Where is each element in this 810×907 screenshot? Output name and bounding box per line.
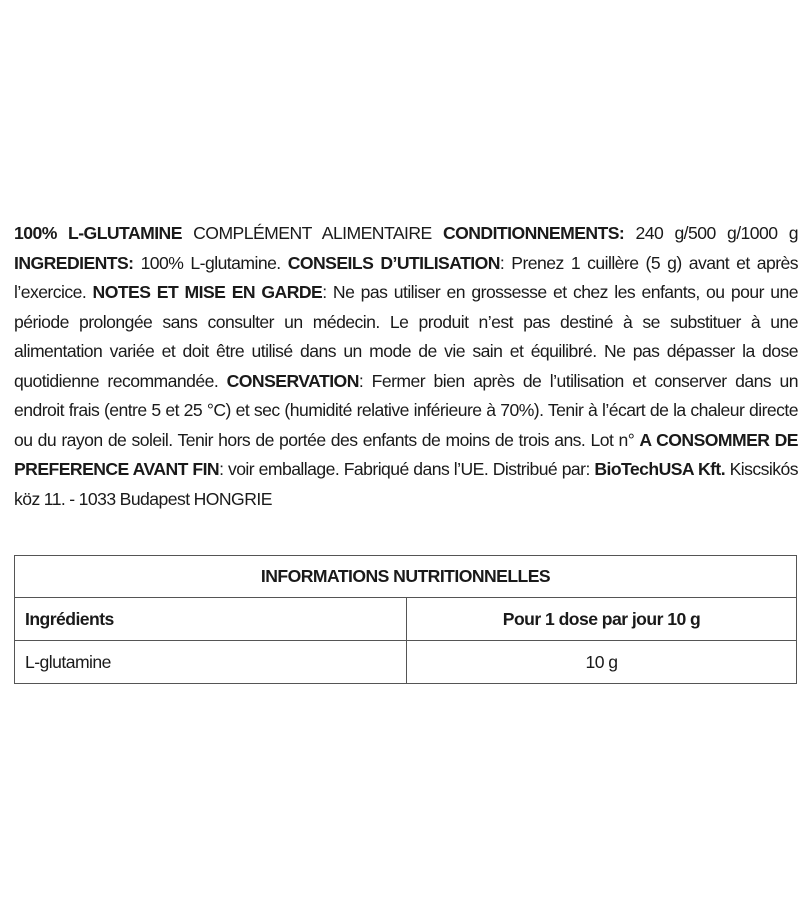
nutrition-table-title-row	[15, 556, 797, 598]
label-text-run: 100% L-glutamine.	[133, 252, 288, 273]
label-bold-run: 100% L-GLUTAMINE	[14, 223, 182, 243]
label-bold-run: BioTechUSA Kft.	[594, 459, 726, 479]
table-row	[15, 641, 797, 684]
label-bold-run: A CONSOMMER DE PREFERENCE AVANT FIN	[14, 429, 798, 479]
column-header-ingredients: Ingrédients	[15, 598, 407, 641]
column-header-dose: Pour 1 dose par jour 10 g	[407, 598, 797, 641]
label-bold-run: INGREDIENTS:	[14, 252, 134, 273]
label-bold-run: NOTES ET MISE EN GARDE	[92, 282, 323, 302]
nutrition-table-header-row	[15, 598, 797, 641]
label-text-run: COMPLÉMENT ALIMENTAIRE	[181, 223, 443, 243]
label-text-run: : voir emballage. Fabriqué dans l’UE. Distribué par:	[219, 459, 595, 479]
label-text-run: 240 g/500 g/1000 g	[624, 223, 798, 243]
nutrition-facts-table	[14, 555, 797, 684]
label-text-run: : Prenez 1 cuillère (5 g) avant et après l’exercice.	[14, 252, 798, 302]
label-text-run: Kiscsikós köz 11. - 1033 Budapest HONGRIE	[14, 459, 798, 509]
nutrition-table-title: INFORMATIONS NUTRITIONNELLES	[15, 556, 797, 598]
label-text-run: : Ne pas utiliser en grossesse et chez les enfants, ou pour une période prolongée sans consulter un médecin. Le produit n’est pas destiné à se substituer à une alimentation variée et doit être utilisé dans un mode de vie sain et équilibré. Ne pas dépasser la dose quotidienne recommandée.	[14, 282, 798, 391]
product-label-text	[14, 219, 798, 514]
ingredient-amount-cell: 10 g	[407, 641, 797, 684]
label-bold-run: CONSERVATION	[226, 370, 359, 391]
label-text-run: : Fermer bien après de l’utilisation et conserver dans un endroit frais (entre 5 et 25 °C) et sec (humidité relative inférieure à 70%). Tenir à l’écart de la chaleur directe ou du rayon de soleil. Tenir hors de portée des enfants de moins de trois ans. Lot n°	[14, 370, 798, 450]
label-bold-run: CONSEILS D’UTILISATION	[287, 252, 500, 273]
label-bold-run: CONDITIONNEMENTS:	[442, 223, 625, 243]
ingredient-name-cell: L-glutamine	[15, 641, 407, 684]
